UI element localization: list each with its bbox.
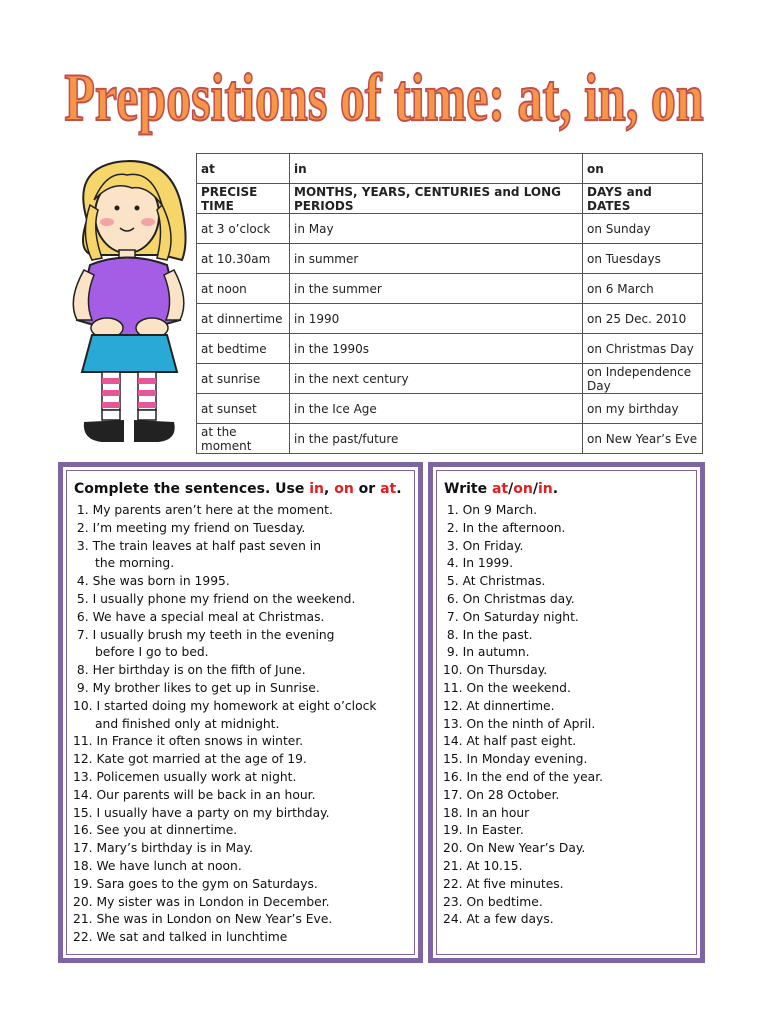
sentence-item (73, 733, 413, 751)
item-number: 8. (73, 663, 89, 678)
sentence-text: We have lunch at noon. (96, 858, 242, 873)
table-row (197, 304, 703, 334)
sentence-item (73, 573, 413, 591)
table-cell: in (290, 154, 583, 184)
sentence-text: My brother likes to get up in Sunrise. (92, 680, 320, 695)
answer-item (443, 680, 693, 698)
table-cell: at sunset (197, 394, 290, 424)
answer-text: On Friday. (462, 538, 524, 553)
item-number: 22. (443, 876, 463, 891)
sentence-text: We have a special meal at Christmas. (92, 609, 325, 624)
table-cell: in the Ice Age (290, 394, 583, 424)
table-cell: in summer (290, 244, 583, 274)
answer-item (443, 858, 693, 876)
answer-item (443, 822, 693, 840)
item-number: 18. (73, 858, 93, 873)
table-cell: at 10.30am (197, 244, 290, 274)
item-number: 20. (73, 894, 93, 909)
sentence-continuation: and finished only at midnight. (95, 716, 280, 731)
sentence-item (73, 805, 413, 823)
item-number: 9. (443, 645, 459, 660)
answer-item (443, 698, 693, 716)
item-number: 4. (73, 574, 89, 589)
answer-item (443, 805, 693, 823)
table-cell: at dinnertime (197, 304, 290, 334)
answer-item (443, 591, 693, 609)
sentence-item (73, 538, 413, 574)
sentence-text: Kate got married at the age of 19. (96, 752, 307, 767)
answer-text: At dinnertime. (466, 698, 555, 713)
table-cell: on Sunday (583, 214, 703, 244)
sentence-text: Her birthday is on the fifth of June. (92, 663, 306, 678)
answer-item (443, 769, 693, 787)
item-number: 14. (443, 734, 463, 749)
table-cell: on New Year’s Eve (583, 424, 703, 454)
answer-item (443, 894, 693, 912)
sentence-item (73, 502, 413, 520)
item-number: 2. (443, 520, 459, 535)
item-number: 17. (443, 787, 463, 802)
table-cell: at (197, 154, 290, 184)
item-number: 5. (73, 591, 89, 606)
item-number: 10. (443, 663, 463, 678)
table-cell: on 6 March (583, 274, 703, 304)
item-number: 13. (443, 716, 463, 731)
table-cell: on 25 Dec. 2010 (583, 304, 703, 334)
item-number: 12. (73, 752, 93, 767)
item-number: 6. (443, 591, 459, 606)
exercise1-heading: Complete the sentences. Use in, on or at. (74, 481, 402, 497)
answer-text: In an hour (466, 805, 530, 820)
answer-item (443, 609, 693, 627)
exercise2-heading: Write at/on/in. (444, 481, 559, 497)
item-number: 11. (443, 680, 463, 695)
sentence-item (73, 822, 413, 840)
table-row (197, 424, 703, 454)
answer-item (443, 787, 693, 805)
item-number: 20. (443, 841, 463, 856)
page-title: Prepositions of time: at, in, on (64, 59, 704, 135)
answer-item (443, 911, 693, 929)
item-number: 4. (443, 556, 459, 571)
item-number: 9. (73, 680, 89, 695)
answer-text: In the afternoon. (462, 520, 566, 535)
item-number: 3. (73, 538, 89, 553)
item-number: 19. (443, 823, 463, 838)
item-number: 13. (73, 769, 93, 784)
sentence-item (73, 858, 413, 876)
item-number: 17. (73, 841, 93, 856)
item-number: 11. (73, 734, 93, 749)
table-cell: in the past/future (290, 424, 583, 454)
table-cell: on Christmas Day (583, 334, 703, 364)
sentence-text: Our parents will be back in an hour. (96, 787, 316, 802)
answer-text: In Easter. (466, 823, 524, 838)
sentence-text: I’m meeting my friend on Tuesday. (92, 520, 306, 535)
sentence-item (73, 769, 413, 787)
answer-item (443, 573, 693, 591)
exercise-complete-sentences (58, 462, 423, 963)
table-cell: on Tuesdays (583, 244, 703, 274)
sentence-text: Sara goes to the gym on Saturdays. (96, 876, 318, 891)
table-cell: at sunrise (197, 364, 290, 394)
item-number: 10. (73, 698, 93, 713)
sentence-item (73, 929, 413, 947)
sentence-item (73, 894, 413, 912)
sentence-text: I usually have a party on my birthday. (96, 805, 330, 820)
item-number: 1. (73, 503, 89, 517)
item-number: 7. (73, 627, 89, 642)
sentence-text: The train leaves at half past seven in (92, 538, 322, 553)
sentence-item (73, 751, 413, 769)
table-cell: in the next century (290, 364, 583, 394)
sentence-text: In France it often snows in winter. (96, 734, 304, 749)
sentence-text: I usually brush my teeth in the evening (92, 627, 335, 642)
answer-text: On the ninth of April. (466, 716, 596, 731)
answer-item (443, 840, 693, 858)
sentence-item (73, 787, 413, 805)
answer-item (443, 538, 693, 556)
sentence-item (73, 627, 413, 663)
item-number: 7. (443, 609, 459, 624)
item-number: 2. (73, 520, 89, 535)
sentence-text: My sister was in London in December. (96, 894, 330, 909)
table-cell: on my birthday (583, 394, 703, 424)
item-number: 21. (443, 858, 463, 873)
item-number: 19. (73, 876, 93, 891)
answer-item (443, 876, 693, 894)
prepositions-table (196, 153, 703, 454)
answer-text: On bedtime. (466, 894, 543, 909)
item-number: 16. (73, 823, 93, 838)
item-number: 6. (73, 609, 89, 624)
answer-text: On Christmas day. (462, 591, 575, 606)
table-row (197, 184, 703, 214)
answer-text: At a few days. (466, 912, 554, 927)
answer-item (443, 662, 693, 680)
item-number: 22. (73, 930, 93, 945)
table-cell: in the summer (290, 274, 583, 304)
table-cell: at 3 o’clock (197, 214, 290, 244)
sentence-text: Mary’s birthday is in May. (96, 841, 254, 856)
table-cell: on (583, 154, 703, 184)
answer-text: On Thursday. (466, 663, 548, 678)
answer-text: On 9 March. (462, 503, 538, 517)
sentence-item (73, 840, 413, 858)
table-cell: in the 1990s (290, 334, 583, 364)
sentence-item (73, 876, 413, 894)
answer-text: In 1999. (462, 556, 514, 571)
answer-text: In Monday evening. (466, 752, 588, 767)
item-number: 3. (443, 538, 459, 553)
exercise2-list (443, 502, 693, 929)
sentence-item (73, 520, 413, 538)
table-row (197, 274, 703, 304)
table-cell: at the moment (197, 424, 290, 454)
table-cell: at noon (197, 274, 290, 304)
sentence-text: I started doing my homework at eight o’clock (96, 698, 377, 713)
answer-item (443, 555, 693, 573)
answer-text: At half past eight. (466, 734, 577, 749)
sentence-item (73, 698, 413, 734)
sentence-text: I usually phone my friend on the weekend. (92, 591, 356, 606)
sentence-text: My parents aren’t here at the moment. (92, 503, 333, 517)
answer-text: On the weekend. (466, 680, 571, 695)
sentence-text: We sat and talked in lunchtime (96, 930, 288, 945)
answer-text: In the end of the year. (466, 769, 604, 784)
answer-item (443, 520, 693, 538)
sentence-item (73, 680, 413, 698)
item-number: 5. (443, 574, 459, 589)
answer-text: In the past. (462, 627, 533, 642)
table-cell: DAYS and DATES (583, 184, 703, 214)
table-row (197, 364, 703, 394)
item-number: 14. (73, 787, 93, 802)
item-number: 23. (443, 894, 463, 909)
answer-text: On 28 October. (466, 787, 560, 802)
table-cell: at bedtime (197, 334, 290, 364)
sentence-item (73, 591, 413, 609)
sentence-item (73, 662, 413, 680)
answer-text: At 10.15. (466, 858, 523, 873)
item-number: 18. (443, 805, 463, 820)
answer-text: At five minutes. (466, 876, 564, 891)
sentence-continuation: the morning. (95, 556, 175, 571)
item-number: 21. (73, 912, 93, 927)
sentence-item (73, 609, 413, 627)
table-row (197, 154, 703, 184)
item-number: 24. (443, 912, 463, 927)
table-cell: in 1990 (290, 304, 583, 334)
answer-item (443, 751, 693, 769)
exercise1-list (73, 502, 413, 947)
table-row (197, 244, 703, 274)
answer-item (443, 733, 693, 751)
answer-item (443, 644, 693, 662)
table-row (197, 214, 703, 244)
sentence-text: Policemen usually work at night. (96, 769, 297, 784)
table-cell: PRECISE TIME (197, 184, 290, 214)
table-row (197, 394, 703, 424)
table-cell: on Independence Day (583, 364, 703, 394)
item-number: 12. (443, 698, 463, 713)
item-number: 8. (443, 627, 459, 642)
item-number: 15. (443, 752, 463, 767)
answer-item (443, 627, 693, 645)
girl-cartoon-icon (62, 150, 197, 450)
answer-text: On New Year’s Day. (466, 841, 586, 856)
item-number: 16. (443, 769, 463, 784)
sentence-text: She was in London on New Year’s Eve. (96, 912, 333, 927)
answer-text: On Saturday night. (462, 609, 579, 624)
sentence-continuation: before I go to bed. (95, 645, 209, 660)
table-row (197, 334, 703, 364)
table-cell: MONTHS, YEARS, CENTURIES and LONG PERIODS (290, 184, 583, 214)
table-cell: in May (290, 214, 583, 244)
sentence-text: She was born in 1995. (92, 574, 230, 589)
answer-item (443, 716, 693, 734)
item-number: 15. (73, 805, 93, 820)
item-number: 1. (443, 503, 459, 517)
answer-text: In autumn. (462, 645, 530, 660)
sentence-text: See you at dinnertime. (96, 823, 238, 838)
exercise-write-at-on-in (428, 462, 705, 963)
sentence-item (73, 911, 413, 929)
answer-item (443, 502, 693, 520)
answer-text: At Christmas. (462, 574, 546, 589)
